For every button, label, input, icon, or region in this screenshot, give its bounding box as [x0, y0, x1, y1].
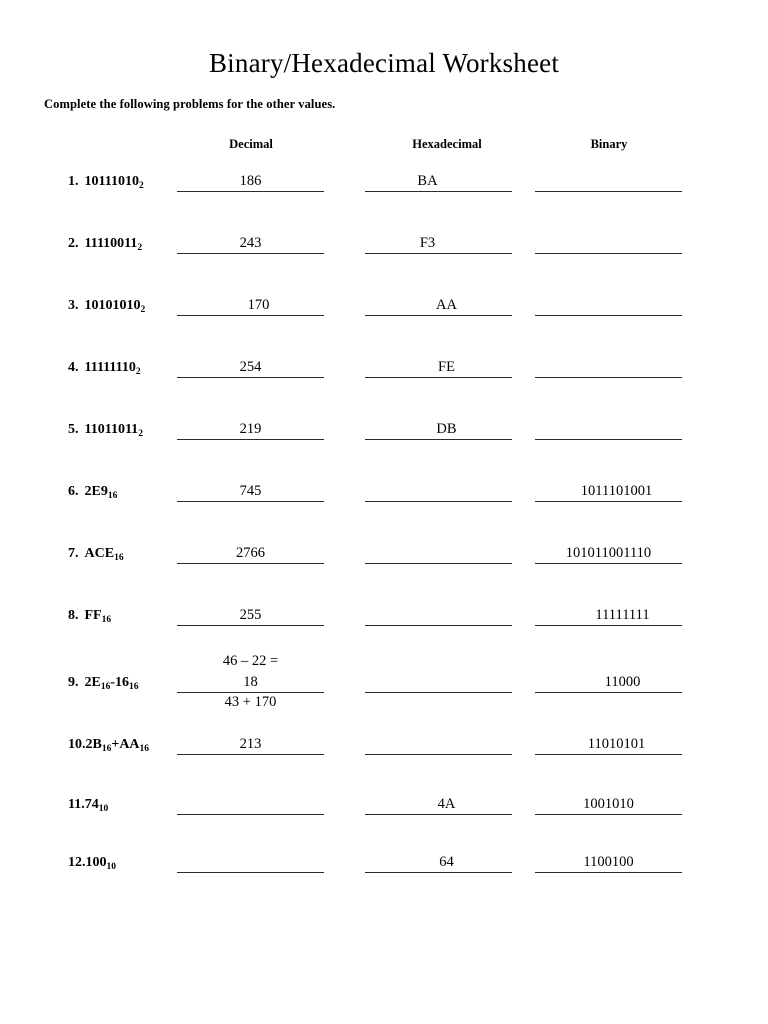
problem-label	[68, 420, 143, 441]
answer-value-hexadecimal: BA	[417, 173, 438, 189]
answer-blank-decimal[interactable]	[177, 853, 324, 873]
problem-operand-base: 16	[101, 744, 112, 754]
answer-blank-hexadecimal[interactable]	[365, 544, 512, 564]
problem-operand: ACE	[84, 546, 115, 561]
answer-blank-hexadecimal[interactable]	[365, 420, 512, 440]
problem-number: 3.	[68, 298, 79, 313]
problem-label	[68, 673, 139, 694]
answer-blank-binary[interactable]	[535, 795, 682, 815]
problem-operand-2-base: 16	[139, 744, 150, 754]
problem-number: 9.	[68, 675, 79, 690]
answer-blank-binary[interactable]	[535, 420, 682, 440]
answer-blank-decimal[interactable]	[177, 234, 324, 254]
answer-blank-hexadecimal[interactable]	[365, 234, 512, 254]
column-header-hexadecimal: Hexadecimal	[412, 137, 482, 151]
problem-label	[68, 358, 141, 379]
problem-number: 1.	[68, 174, 79, 189]
problem-label	[68, 172, 144, 193]
problem-operand-base: 10	[106, 862, 116, 872]
problem-number: 2.	[68, 236, 79, 251]
answer-blank-binary[interactable]	[535, 482, 682, 502]
problem-operand: 2B	[85, 737, 102, 752]
problem-label	[68, 234, 142, 255]
problem-row	[0, 482, 768, 522]
answer-blank-binary[interactable]	[535, 234, 682, 254]
answer-blank-decimal[interactable]	[177, 606, 324, 626]
answer-value-hexadecimal: F3	[419, 235, 436, 251]
page-title: Binary/Hexadecimal Worksheet	[208, 48, 560, 78]
problem-operand: 74	[84, 797, 99, 812]
problem-operand-base: 2	[140, 305, 146, 315]
problem-operand-base: 16	[114, 553, 124, 563]
answer-blank-hexadecimal[interactable]	[365, 358, 512, 378]
answer-value-decimal: 18	[243, 674, 258, 690]
problem-operand: 10101010	[84, 298, 141, 313]
answer-blank-decimal[interactable]	[177, 795, 324, 815]
answer-value-decimal: 213	[239, 736, 262, 752]
answer-blank-decimal[interactable]	[177, 296, 324, 316]
answer-blank-decimal[interactable]	[177, 735, 324, 755]
problem-number: 4.	[68, 360, 79, 375]
answer-blank-binary[interactable]	[535, 544, 682, 564]
answer-blank-binary[interactable]	[535, 296, 682, 316]
instruction-text: Complete the following problems for the other values.	[44, 97, 336, 111]
answer-blank-binary[interactable]	[535, 673, 682, 693]
problem-operand: 100	[85, 855, 107, 870]
answer-blank-decimal[interactable]	[177, 420, 324, 440]
answer-blank-hexadecimal[interactable]	[365, 606, 512, 626]
column-header-binary: Binary	[590, 137, 628, 151]
answer-blank-binary[interactable]	[535, 853, 682, 873]
problem-label	[68, 853, 116, 874]
answer-value-decimal: 243	[239, 235, 262, 251]
answer-value-binary: 11111111	[595, 607, 650, 623]
problem-number: 6.	[68, 484, 79, 499]
answer-value-binary: 1011101001	[580, 483, 653, 499]
problem-operand-base: 10	[98, 804, 109, 814]
problem-label	[68, 735, 149, 756]
problem-row	[0, 795, 768, 835]
answer-blank-hexadecimal[interactable]	[365, 296, 512, 316]
problem-row	[0, 544, 768, 584]
answer-value-decimal: 170	[247, 297, 270, 313]
problem-row	[0, 653, 768, 713]
answer-blank-binary[interactable]	[535, 172, 682, 192]
problem-label	[68, 795, 108, 816]
answer-blank-decimal[interactable]	[177, 544, 324, 564]
problem-operand: 11011011	[84, 422, 139, 437]
answer-value-hexadecimal: AA	[436, 297, 457, 313]
problem-operand: 11111110	[84, 360, 136, 375]
problem-number: 8.	[68, 608, 79, 623]
problem-operand-base: 16	[100, 682, 111, 692]
answer-value-binary: 1100100	[583, 854, 634, 870]
problem-operand-base: 2	[137, 243, 143, 253]
answer-blank-decimal[interactable]	[177, 482, 324, 502]
answer-blank-hexadecimal[interactable]	[365, 673, 512, 693]
problem-operand-base: 2	[138, 429, 143, 439]
problem-operand: 10111010	[84, 174, 139, 189]
problem-operand-base: 16	[101, 615, 112, 625]
answer-blank-decimal[interactable]	[177, 673, 324, 693]
problem-row	[0, 172, 768, 212]
answer-value-hexadecimal: 64	[439, 854, 454, 870]
answer-value-decimal: 745	[239, 483, 262, 499]
answer-value-binary: 11000	[604, 674, 641, 690]
problem-label	[68, 296, 145, 317]
problem-number: 12.	[68, 855, 86, 870]
problem-row	[0, 420, 768, 460]
problem-operand-base: 16	[107, 491, 118, 501]
problem-number: 5.	[68, 422, 79, 437]
answer-blank-decimal[interactable]	[177, 172, 324, 192]
problem-operand-2: +AA	[111, 737, 140, 752]
answer-blank-binary[interactable]	[535, 358, 682, 378]
problem-row	[0, 735, 768, 775]
answer-value-binary: 1001010	[583, 796, 634, 812]
problem-number: 11.	[68, 797, 85, 812]
problem-row	[0, 606, 768, 646]
answer-value-decimal: 219	[239, 421, 262, 437]
answer-value-hexadecimal: FE	[438, 359, 455, 375]
answer-value-decimal: 2766	[236, 545, 265, 561]
problem-operand-2: -16	[110, 675, 130, 690]
problem-number: 10.	[68, 737, 86, 752]
answer-blank-hexadecimal[interactable]	[365, 172, 512, 192]
answer-blank-binary[interactable]	[535, 606, 682, 626]
problem-label	[68, 544, 124, 565]
problem-number: 7.	[68, 546, 79, 561]
scratch-work-above: 46 – 22 =	[222, 653, 279, 669]
answer-blank-decimal[interactable]	[177, 358, 324, 378]
problem-label	[68, 606, 111, 627]
answer-value-binary: 11010101	[587, 736, 646, 752]
answer-value-decimal: 186	[239, 173, 262, 189]
answer-blank-hexadecimal[interactable]	[365, 795, 512, 815]
problem-operand-base: 2	[135, 367, 141, 377]
problem-row	[0, 853, 768, 893]
problem-operand: 2E	[84, 675, 101, 690]
answer-value-decimal: 254	[239, 359, 262, 375]
problem-label	[68, 482, 117, 503]
answer-blank-hexadecimal[interactable]	[365, 853, 512, 873]
column-header-decimal: Decimal	[229, 137, 273, 151]
problem-row	[0, 234, 768, 274]
answer-blank-hexadecimal[interactable]	[365, 482, 512, 502]
problem-operand: FF	[84, 608, 102, 623]
problem-operand: 11110011	[84, 236, 138, 251]
answer-value-decimal: 255	[239, 607, 262, 623]
answer-blank-hexadecimal[interactable]	[365, 735, 512, 755]
answer-blank-binary[interactable]	[535, 735, 682, 755]
answer-value-hexadecimal: 4A	[437, 796, 456, 812]
problem-operand: 2E9	[84, 484, 108, 499]
problem-row	[0, 296, 768, 336]
problem-operand-2-base: 16	[129, 682, 139, 692]
problem-row	[0, 358, 768, 398]
answer-value-binary: 101011001110	[565, 545, 652, 561]
scratch-work-below: 43 + 170	[224, 694, 277, 710]
answer-value-hexadecimal: DB	[436, 421, 457, 437]
problem-operand-base: 2	[138, 181, 144, 191]
